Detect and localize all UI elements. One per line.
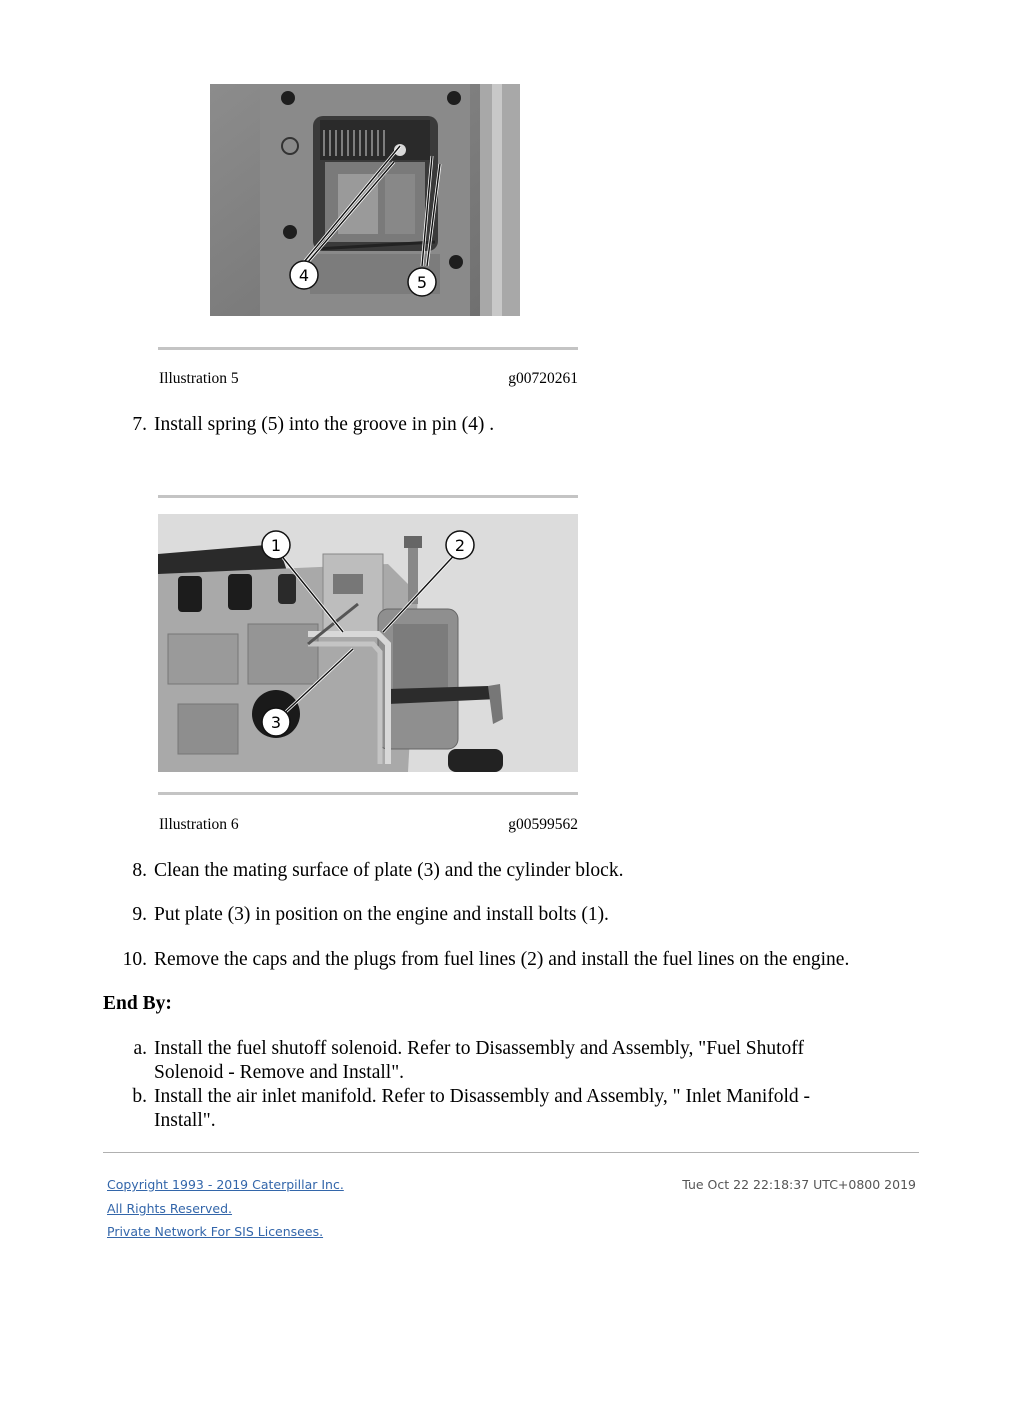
step-text: Install spring (5) into the groove in pin (4) . <box>154 414 495 435</box>
callout-1-label: 1 <box>270 536 282 555</box>
item-line-2: Solenoid - Remove and Install". <box>154 1062 405 1083</box>
item-line-1: Install the fuel shutoff solenoid. Refer to Disassembly and Assembly, "Fuel Shutoff <box>154 1038 804 1059</box>
step-text: Put plate (3) in position on the engine and install bolts (1). <box>154 904 609 925</box>
step-10 <box>0 948 1024 974</box>
illustration-5-caption: Illustration 5 <box>159 370 239 387</box>
step-number: 9. <box>132 904 147 925</box>
step-number: 10. <box>122 949 147 970</box>
step-8 <box>0 859 1024 885</box>
callout-5-label: 5 <box>416 273 428 292</box>
item-line-1: Install the air inlet manifold. Refer to Disassembly and Assembly, " Inlet Manifold - <box>154 1086 811 1107</box>
end-by-item-b <box>0 1085 1024 1133</box>
item-marker: a. <box>133 1038 147 1059</box>
illustration-6-photo <box>158 514 578 772</box>
end-by-item-a <box>0 1037 1024 1085</box>
step-text: Remove the caps and the plugs from fuel lines (2) and install the fuel lines on the engine. <box>154 949 850 970</box>
callout-3-label: 3 <box>270 713 282 732</box>
callout-4-label: 4 <box>298 266 310 285</box>
step-text: Clean the mating surface of plate (3) and the cylinder block. <box>154 860 624 881</box>
illustration-5-rule <box>158 347 578 350</box>
illustration-6-caption: Illustration 6 <box>159 816 239 833</box>
network-link[interactable]: Private Network For SIS Licensees. <box>107 1224 324 1239</box>
step-number: 8. <box>132 860 147 881</box>
illustration-6-rule <box>158 792 578 795</box>
end-by-heading: End By: <box>103 993 172 1014</box>
step-number: 7. <box>132 414 147 435</box>
illustration-5-photo <box>210 84 520 316</box>
footer-divider <box>103 1152 919 1153</box>
rights-link[interactable]: All Rights Reserved. <box>107 1201 233 1216</box>
copyright-link[interactable]: Copyright 1993 - 2019 Caterpillar Inc. <box>107 1177 344 1192</box>
illustration-6-top-rule <box>158 495 578 498</box>
item-marker: b. <box>132 1086 147 1107</box>
item-line-2: Install". <box>154 1110 216 1131</box>
illustration-6-code: g00599562 <box>508 816 578 833</box>
step-7 <box>0 413 1024 439</box>
callout-2-label: 2 <box>454 536 466 555</box>
footer-timestamp: Tue Oct 22 22:18:37 UTC+0800 2019 <box>682 1177 916 1192</box>
illustration-5-code: g00720261 <box>508 370 578 387</box>
step-9 <box>0 903 1024 929</box>
